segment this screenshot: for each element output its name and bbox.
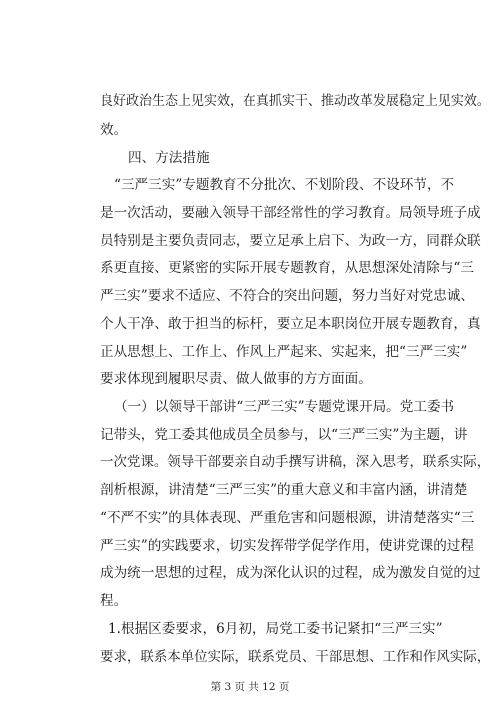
paragraph-line: 严三实”的实践要求，切实发挥带学促学作用，使讲党课的过程 xyxy=(100,538,474,554)
paragraph-line: 要求体现到履职尽责、做人做事的方方面面。 xyxy=(100,371,372,387)
subsection-line: （一）以领导干部讲“三严三实”专题党课开局。党工委书 xyxy=(114,399,455,415)
paragraph-line: 记带头，党工委其他成员全员参与，以“三严三实”为主题，讲 xyxy=(100,427,468,443)
paragraph-line: “三严三实”专题教育不分批次、不划阶段、不设环节，不 xyxy=(114,177,455,193)
paragraph-line: 员特别是主要负责同志，要立足承上启下、为政一方，同群众联 xyxy=(100,233,481,249)
numbered-item-line: 1.根据区委要求，6月初，局党工委书记紧扣“三严三实” xyxy=(108,621,443,637)
paragraph-line: 剖析根源，讲清楚“三严三实”的重大意义和丰富内涵，讲清楚 xyxy=(100,482,468,498)
paragraph-line: 正从思想上、工作上、作风上严起来、实起来，把“三严三实” xyxy=(100,344,468,360)
paragraph-line: 系更直接、更紧密的实际开展专题教育，从思想深处清除与“三 xyxy=(100,260,474,276)
paragraph-line: “不严不实”的具体表现、严重危害和问题根源，讲清楚落实“三 xyxy=(100,510,475,526)
paragraph-line: 良好政治生态上见实效，在真抓实干、推动改革发展稳定上见实效。 xyxy=(100,93,490,109)
paragraph-line: 是一次活动，要融入领导干部经常性的学习教育。局领导班子成 xyxy=(100,205,481,221)
section-heading: 四、方法措施 xyxy=(128,150,210,166)
paragraph-line: 严三实”要求不适应、不符合的突出问题，努力当好对党忠诚、 xyxy=(100,288,474,304)
paragraph-line: 一次党课。领导干部要亲自动手撰写讲稿，深入思考，联系实际， xyxy=(100,454,491,470)
paragraph-line: 成为统一思想的过程，成为深化认识的过程，成为激发自觉的过 xyxy=(100,565,481,581)
paragraph-line: 要求，联系本单位实际，联系党员、干部思想、工作和作风实际， xyxy=(100,649,491,665)
paragraph-line: 效。 xyxy=(100,122,128,138)
paragraph-line: 个人干净、敢于担当的标杆，要立足本职岗位开展专题教育，真 xyxy=(100,316,481,332)
paragraph-line: 程。 xyxy=(100,593,128,609)
page-footer: 第 3 页 共 12 页 xyxy=(210,681,290,693)
